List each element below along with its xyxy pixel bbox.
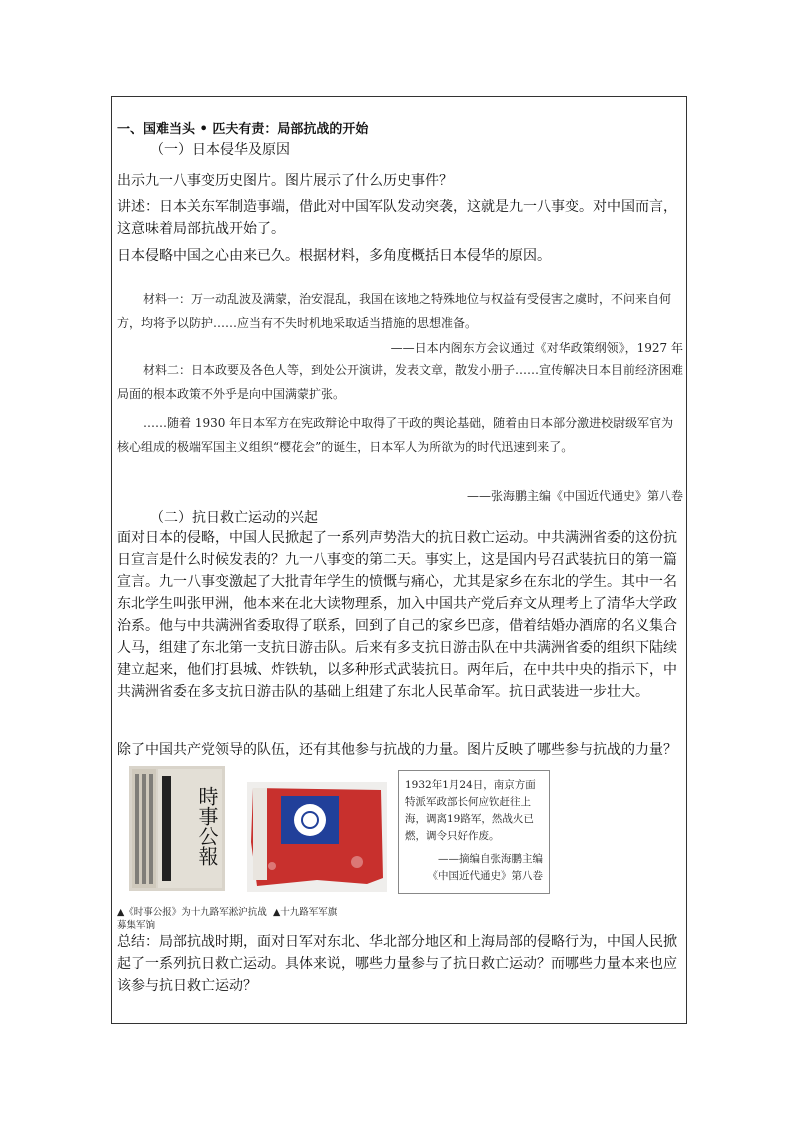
flag-image bbox=[247, 782, 387, 892]
history-note-body: 1932年1月24日，南京方面特派军政部长何应钦赶往上海，调离19路军，然战火已燃，调令只好作废。 bbox=[405, 779, 536, 842]
history-note-source-2: 《中国近代通史》第八卷 bbox=[427, 870, 543, 882]
paragraph-other-forces: 除了中国共产党领导的队伍，还有其他参与抗战的力量。图片反映了哪些参与抗战的力量？ bbox=[117, 742, 677, 758]
material-two: 材料二：日本政要及各色人等，到处公开演讲，发表文章，散发小册子……宣传解决日本目前经济困难局面的根本政策不外乎是向中国满蒙扩张。 bbox=[117, 363, 684, 401]
paragraph-summary: 总结：局部抗战时期，面对日军对东北、华北部分地区和上海局部的侵略行为，中国人民掀起了一系列抗日救亡运动。具体来说，哪些力量参与了抗日救亡运动？而哪些力量本来也应该参与抗日救亡运动？ bbox=[117, 934, 677, 994]
material-one: 材料一：万一动乱波及满蒙，治安混乱，我国在该地之特殊地位与权益有受侵害之虞时，不问来自何方，均将予以防护……应当有不失时机地采取适当措施的思想准备。 bbox=[117, 292, 672, 330]
caption-newspaper: ▲《时事公报》为十九路军淞沪抗战募集军饷 bbox=[117, 906, 267, 931]
paragraph-resistance-story: 面对日本的侵略，中国人民掀起了一系列声势浩大的抗日救亡运动。中共满洲省委的这份抗日宣言是什么时候发表的？九一八事变的第二天。事实上，这是国内号召武装抗日的第一篇宣言。九一八事变激起了大批青年学生的愤慨与痛心，尤其是家乡在东北的学生。其中一名东北学生叫张甲洲，他本来在北大读物理系，加入中国共产党后弃文从理考上了清华大学政治系。他与中共满洲省委取得了联系，回到了自己的家乡巴彦，借着结婚办酒席的名义集合人马，组建了东北第一支抗日游击队。后来有多支抗日游击队在中共满洲省委的组织下陆续建立起来，他们打县城、炸铁轨，以多种形式武装抗日。两年后，在中共中央的指示下，中共满洲省委在多支抗日游击队的基础上组建了东北人民革命军。抗日武装进一步壮大。 bbox=[117, 530, 677, 700]
newspaper-title-text: 時事公報 bbox=[195, 786, 219, 866]
newspaper-image bbox=[129, 766, 225, 891]
subheading-resistance: （二）抗日救亡运动的兴起 bbox=[150, 510, 318, 526]
material-two-source: ——张海鹏主编《中国近代通史》第八卷 bbox=[466, 489, 683, 503]
paragraph-question: 日本侵略中国之心由来已久。根据材料，多角度概括日本侵华的原因。 bbox=[117, 248, 551, 264]
material-one-source: ——日本内阁东方会议通过《对华政策纲领》，1927 年 bbox=[390, 341, 683, 355]
subheading-japan-invasion: （一）日本侵华及原因 bbox=[150, 142, 290, 158]
section-heading: 一、国难当头 • 匹夫有责：局部抗战的开始 bbox=[117, 122, 369, 137]
material-two-continued: ……随着 1930 年日本军方在宪政辩论中取得了干政的舆论基础，随着由日本部分激进校尉级军官为核心组成的极端军国主义组织“樱花会”的诞生，日本军人为所欲为的时代迅速到来了。 bbox=[117, 416, 674, 454]
paragraph-show-picture: 出示九一八事变历史图片。图片展示了什么历史事件？ bbox=[117, 173, 453, 189]
history-note-box bbox=[398, 770, 550, 894]
caption-flag: ▲十九路军军旗 bbox=[273, 906, 338, 918]
paragraph-lecture: 讲述：日本关东军制造事端，借此对中国军队发动突袭，这就是九一八事变。对中国而言，这意味着局部抗战开始了。 bbox=[117, 199, 677, 237]
history-note-source-1: ——摘编自张海鹏主编 bbox=[438, 853, 543, 865]
